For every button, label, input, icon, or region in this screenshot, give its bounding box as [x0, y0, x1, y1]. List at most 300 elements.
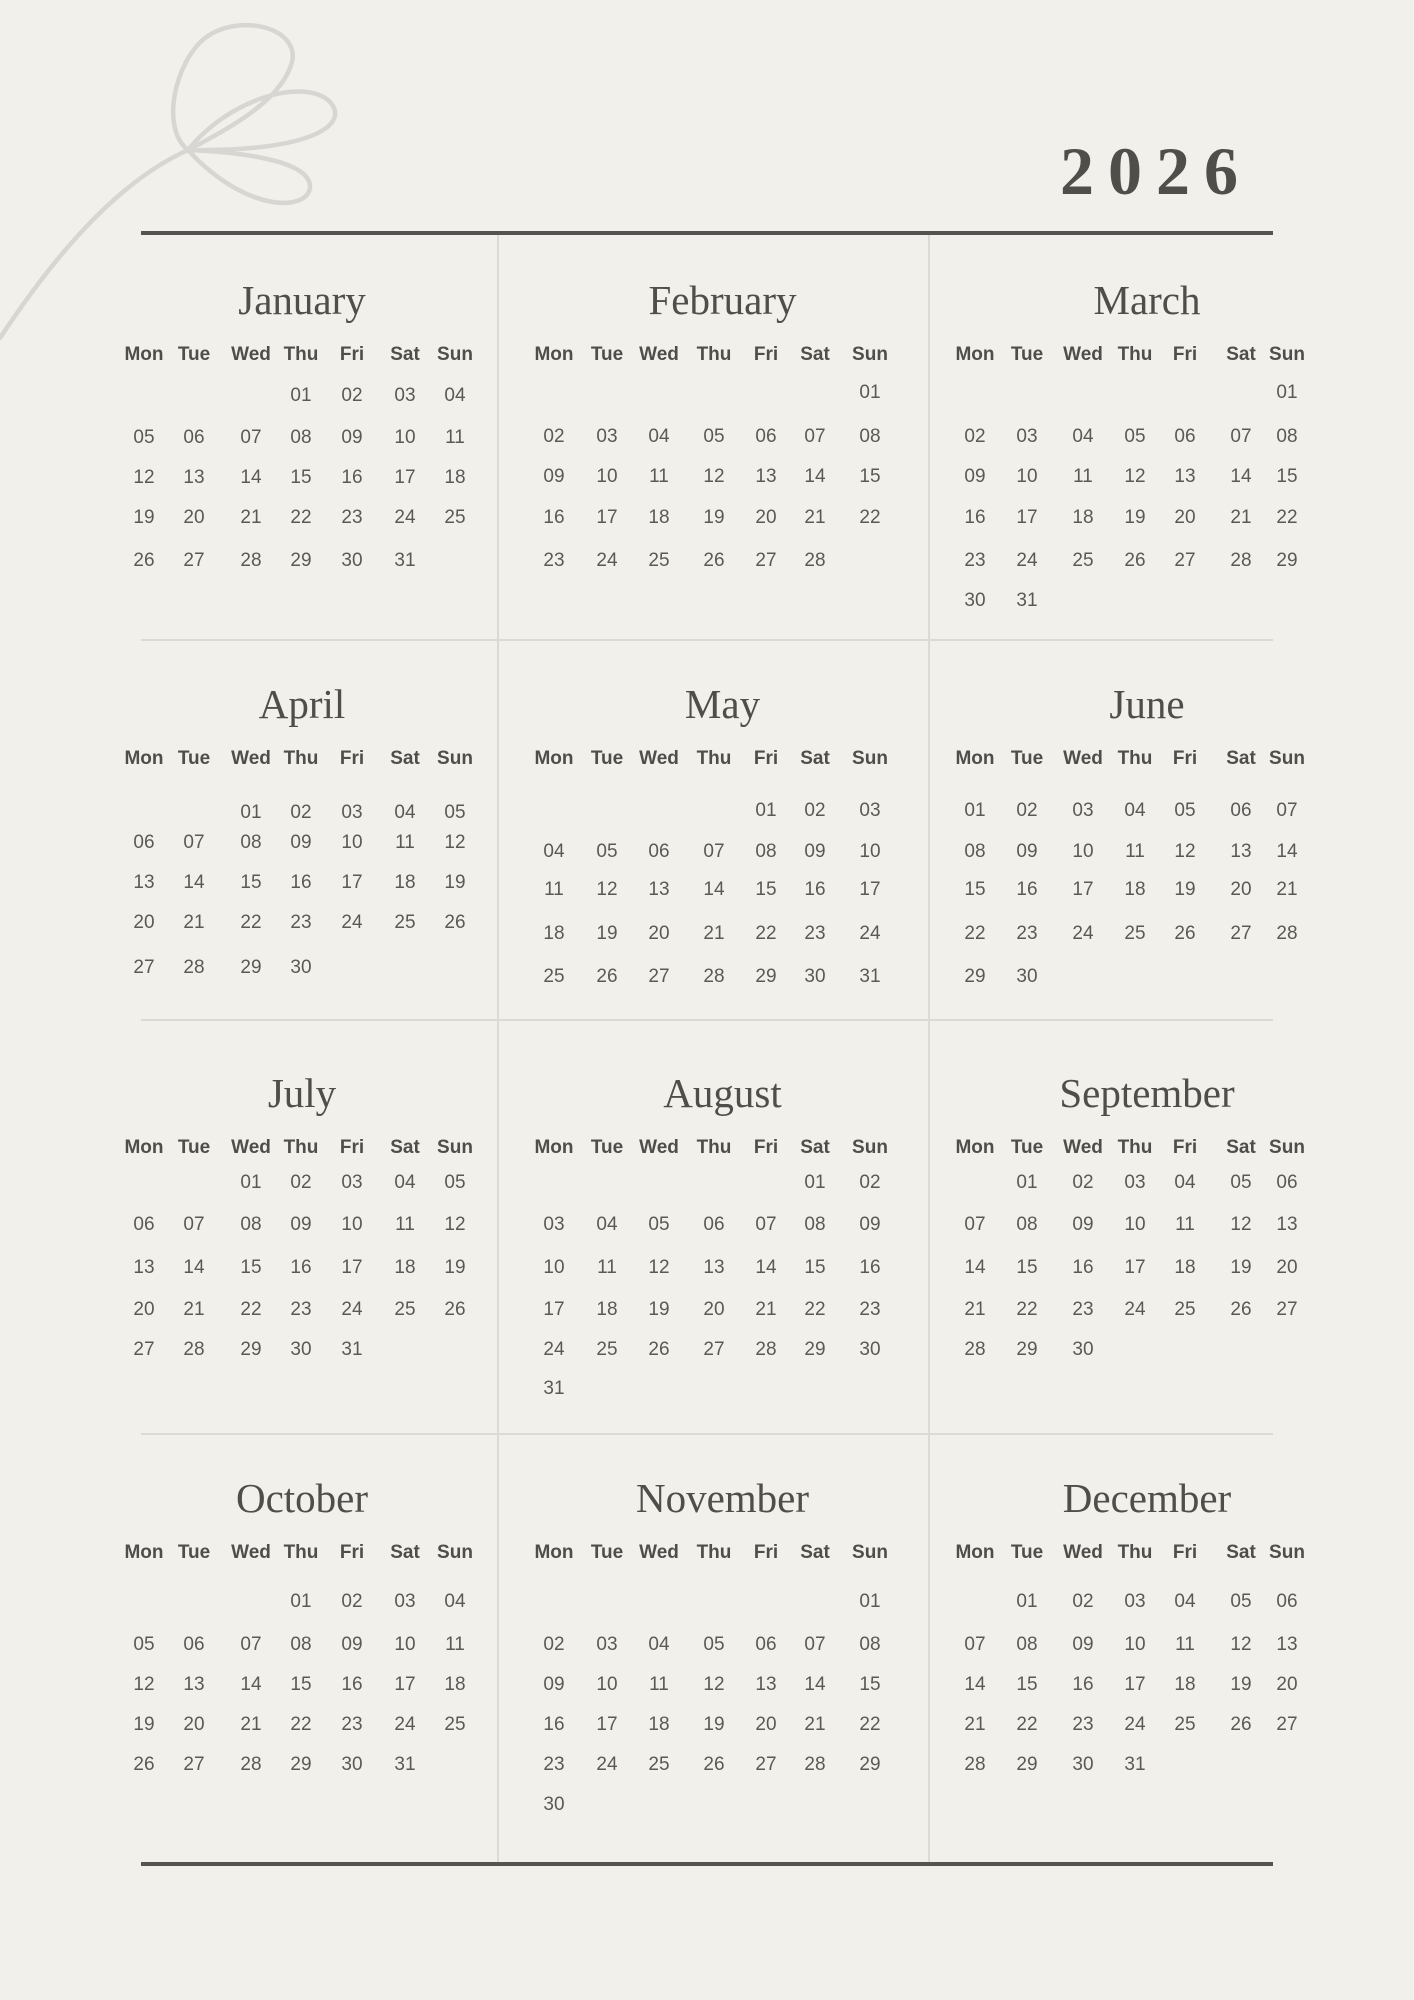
day-cell: 17 — [596, 507, 618, 528]
day-cell: 26 — [703, 1754, 725, 1775]
day-cell: 26 — [444, 1299, 466, 1320]
day-cell: 25 — [394, 912, 416, 933]
day-cell: 20 — [1174, 507, 1196, 528]
weekday-header-sat: Sat — [1226, 1542, 1256, 1563]
day-cell: 26 — [1230, 1714, 1252, 1735]
day-cell: 16 — [1072, 1674, 1094, 1695]
weekday-header-sun: Sun — [1269, 748, 1305, 769]
day-cell: 02 — [859, 1172, 881, 1193]
day-cell: 19 — [444, 1257, 466, 1278]
month-name: February — [648, 277, 797, 323]
day-cell: 02 — [804, 800, 826, 821]
day-cell: 24 — [1124, 1714, 1146, 1735]
day-cell: 15 — [1016, 1257, 1038, 1278]
day-cell: 05 — [1230, 1591, 1252, 1612]
day-cell: 30 — [290, 1339, 312, 1360]
day-cell: 11 — [395, 832, 415, 853]
weekday-header-mon: Mon — [955, 748, 995, 769]
day-cell: 09 — [543, 466, 565, 487]
day-cell: 17 — [859, 879, 881, 900]
day-cell: 12 — [444, 1214, 466, 1235]
day-cell: 20 — [755, 507, 777, 528]
day-cell: 01 — [240, 802, 262, 823]
weekday-header-mon: Mon — [955, 1137, 995, 1158]
weekday-header-sat: Sat — [390, 1542, 420, 1563]
day-cell: 30 — [964, 590, 986, 611]
weekday-header-sun: Sun — [852, 1542, 888, 1563]
weekday-header-wed: Wed — [639, 1137, 679, 1158]
day-cell: 11 — [649, 466, 669, 487]
row-divider — [141, 1019, 1273, 1021]
day-cell: 10 — [596, 1674, 618, 1695]
day-cell: 26 — [444, 912, 466, 933]
day-cell: 23 — [543, 550, 565, 571]
day-cell: 04 — [394, 802, 416, 823]
day-cell: 25 — [444, 507, 466, 528]
day-cell: 01 — [1016, 1172, 1038, 1193]
day-cell: 18 — [444, 1674, 466, 1695]
day-cell: 21 — [964, 1299, 986, 1320]
day-cell: 10 — [341, 832, 363, 853]
month-name: March — [1093, 277, 1201, 323]
day-cell: 07 — [183, 1214, 205, 1235]
day-cell: 08 — [1016, 1214, 1038, 1235]
weekday-header-mon: Mon — [955, 1542, 995, 1563]
day-cell: 04 — [444, 385, 466, 406]
day-cell: 17 — [543, 1299, 565, 1320]
day-cell: 14 — [183, 872, 205, 893]
day-cell: 26 — [1124, 550, 1146, 571]
day-cell: 12 — [703, 1674, 725, 1695]
weekday-header-thu: Thu — [696, 1137, 732, 1158]
weekday-header-wed: Wed — [1063, 748, 1103, 769]
day-cell: 08 — [290, 1634, 312, 1655]
weekday-header-fri: Fri — [753, 1542, 779, 1563]
day-cell: 02 — [341, 1591, 363, 1612]
day-cell: 19 — [596, 923, 618, 944]
day-cell: 12 — [444, 832, 466, 853]
weekday-header-sun: Sun — [1269, 1542, 1305, 1563]
day-cell: 17 — [1124, 1674, 1146, 1695]
day-cell: 30 — [341, 550, 363, 571]
day-cell: 08 — [859, 1634, 881, 1655]
day-cell: 27 — [1276, 1714, 1298, 1735]
day-cell: 30 — [804, 966, 826, 987]
day-cell: 28 — [755, 1339, 777, 1360]
day-cell: 20 — [1230, 879, 1252, 900]
day-cell: 20 — [183, 507, 205, 528]
day-cell: 06 — [648, 841, 670, 862]
day-cell: 10 — [859, 841, 881, 862]
day-cell: 23 — [804, 923, 826, 944]
day-cell: 12 — [1124, 466, 1146, 487]
day-cell: 04 — [596, 1214, 618, 1235]
day-cell: 28 — [240, 550, 262, 571]
weekday-header-wed: Wed — [231, 1542, 271, 1563]
weekday-header-sat: Sat — [1226, 1137, 1256, 1158]
day-cell: 24 — [859, 923, 881, 944]
day-cell: 04 — [648, 426, 670, 447]
day-cell: 03 — [394, 1591, 416, 1612]
weekday-header-mon: Mon — [124, 344, 164, 365]
day-cell: 28 — [804, 550, 826, 571]
day-cell: 17 — [341, 872, 363, 893]
day-cell: 09 — [804, 841, 826, 862]
day-cell: 27 — [703, 1339, 725, 1360]
day-cell: 19 — [703, 507, 725, 528]
day-cell: 08 — [290, 427, 312, 448]
day-cell: 17 — [1072, 879, 1094, 900]
day-cell: 10 — [394, 1634, 416, 1655]
day-cell: 23 — [290, 912, 312, 933]
day-cell: 07 — [240, 427, 262, 448]
weekday-header-mon: Mon — [534, 344, 574, 365]
day-cell: 29 — [240, 957, 262, 978]
day-cell: 12 — [648, 1257, 670, 1278]
day-cell: 12 — [703, 466, 725, 487]
day-cell: 10 — [1072, 841, 1094, 862]
day-cell: 11 — [544, 879, 564, 900]
day-cell: 09 — [1072, 1214, 1094, 1235]
day-cell: 20 — [1276, 1674, 1298, 1695]
day-cell: 15 — [859, 1674, 881, 1695]
day-cell: 13 — [703, 1257, 725, 1278]
day-cell: 10 — [394, 427, 416, 448]
day-cell: 26 — [596, 966, 618, 987]
day-cell: 20 — [703, 1299, 725, 1320]
day-cell: 23 — [341, 1714, 363, 1735]
month-name: May — [684, 681, 761, 727]
day-cell: 09 — [1072, 1634, 1094, 1655]
day-cell: 21 — [1276, 879, 1298, 900]
weekday-header-mon: Mon — [534, 1137, 574, 1158]
day-cell: 13 — [648, 879, 670, 900]
weekday-header-sat: Sat — [800, 1137, 830, 1158]
day-cell: 02 — [1072, 1172, 1094, 1193]
day-cell: 16 — [543, 1714, 565, 1735]
month-name: December — [1062, 1475, 1232, 1521]
day-cell: 06 — [1230, 800, 1252, 821]
day-cell: 20 — [648, 923, 670, 944]
day-cell: 15 — [240, 872, 262, 893]
day-cell: 02 — [341, 385, 363, 406]
day-cell: 05 — [133, 427, 155, 448]
weekday-header-sat: Sat — [390, 344, 420, 365]
day-cell: 21 — [183, 912, 205, 933]
day-cell: 23 — [964, 550, 986, 571]
day-cell: 14 — [964, 1257, 986, 1278]
day-cell: 04 — [543, 841, 565, 862]
day-cell: 29 — [1016, 1754, 1038, 1775]
day-cell: 28 — [183, 1339, 205, 1360]
day-cell: 29 — [964, 966, 986, 987]
day-cell: 09 — [290, 1214, 312, 1235]
weekday-header-thu: Thu — [696, 344, 732, 365]
day-cell: 24 — [1016, 550, 1038, 571]
day-cell: 03 — [394, 385, 416, 406]
day-cell: 17 — [596, 1714, 618, 1735]
day-cell: 12 — [596, 879, 618, 900]
day-cell: 26 — [133, 1754, 155, 1775]
day-cell: 12 — [1230, 1214, 1252, 1235]
weekday-header-tue: Tue — [1010, 1542, 1044, 1563]
day-cell: 07 — [804, 426, 826, 447]
day-cell: 26 — [648, 1339, 670, 1360]
day-cell: 16 — [290, 1257, 312, 1278]
day-cell: 03 — [859, 800, 881, 821]
day-cell: 18 — [394, 1257, 416, 1278]
day-cell: 21 — [183, 1299, 205, 1320]
weekday-header-sun: Sun — [437, 344, 473, 365]
day-cell: 21 — [804, 507, 826, 528]
day-cell: 02 — [1016, 800, 1038, 821]
day-cell: 03 — [543, 1214, 565, 1235]
day-cell: 13 — [755, 1674, 777, 1695]
weekday-header-thu: Thu — [283, 1137, 319, 1158]
day-cell: 28 — [804, 1754, 826, 1775]
weekday-header-wed: Wed — [1063, 1542, 1103, 1563]
day-cell: 22 — [240, 912, 262, 933]
day-cell: 01 — [290, 1591, 312, 1612]
day-cell: 07 — [964, 1214, 986, 1235]
day-cell: 16 — [964, 507, 986, 528]
weekday-header-wed: Wed — [231, 1137, 271, 1158]
day-cell: 27 — [1276, 1299, 1298, 1320]
weekday-header-sat: Sat — [800, 1542, 830, 1563]
day-cell: 09 — [341, 1634, 363, 1655]
weekday-header-fri: Fri — [339, 748, 365, 769]
day-cell: 07 — [1230, 426, 1252, 447]
weekday-header-thu: Thu — [1117, 1137, 1153, 1158]
day-cell: 23 — [1016, 923, 1038, 944]
day-cell: 19 — [1124, 507, 1146, 528]
day-cell: 21 — [804, 1714, 826, 1735]
day-cell: 14 — [755, 1257, 777, 1278]
day-cell: 12 — [133, 1674, 155, 1695]
day-cell: 27 — [1230, 923, 1252, 944]
day-cell: 03 — [1124, 1591, 1146, 1612]
day-cell: 03 — [341, 802, 363, 823]
day-cell: 25 — [648, 1754, 670, 1775]
day-cell: 06 — [755, 426, 777, 447]
day-cell: 18 — [444, 467, 466, 488]
weekday-header-wed: Wed — [231, 344, 271, 365]
weekday-header-mon: Mon — [124, 1542, 164, 1563]
day-cell: 22 — [859, 1714, 881, 1735]
day-cell: 04 — [648, 1634, 670, 1655]
day-cell: 22 — [804, 1299, 826, 1320]
day-cell: 01 — [1276, 382, 1298, 403]
day-cell: 19 — [1230, 1257, 1252, 1278]
day-cell: 06 — [183, 427, 205, 448]
day-cell: 14 — [703, 879, 725, 900]
weekday-header-wed: Wed — [1063, 344, 1103, 365]
day-cell: 25 — [1072, 550, 1094, 571]
weekday-header-mon: Mon — [955, 344, 995, 365]
day-cell: 16 — [341, 1674, 363, 1695]
day-cell: 04 — [1124, 800, 1146, 821]
day-cell: 03 — [596, 426, 618, 447]
day-cell: 23 — [341, 507, 363, 528]
day-cell: 08 — [1276, 426, 1298, 447]
weekday-header-wed: Wed — [639, 1542, 679, 1563]
weekday-header-tue: Tue — [590, 344, 624, 365]
weekday-header-sat: Sat — [1226, 748, 1256, 769]
day-cell: 21 — [240, 1714, 262, 1735]
day-cell: 13 — [1276, 1634, 1298, 1655]
day-cell: 21 — [703, 923, 725, 944]
day-cell: 15 — [290, 467, 312, 488]
day-cell: 20 — [755, 1714, 777, 1735]
day-cell: 20 — [133, 1299, 155, 1320]
day-cell: 10 — [1124, 1214, 1146, 1235]
day-cell: 06 — [1276, 1172, 1298, 1193]
day-cell: 25 — [394, 1299, 416, 1320]
day-cell: 08 — [804, 1214, 826, 1235]
day-cell: 14 — [1276, 841, 1298, 862]
day-cell: 29 — [859, 1754, 881, 1775]
day-cell: 15 — [804, 1257, 826, 1278]
day-cell: 18 — [648, 1714, 670, 1735]
day-cell: 22 — [290, 507, 312, 528]
day-cell: 28 — [964, 1339, 986, 1360]
day-cell: 19 — [1230, 1674, 1252, 1695]
day-cell: 11 — [395, 1214, 415, 1235]
day-cell: 03 — [1072, 800, 1094, 821]
day-cell: 13 — [1276, 1214, 1298, 1235]
day-cell: 14 — [804, 466, 826, 487]
day-cell: 22 — [290, 1714, 312, 1735]
month-name: October — [235, 1475, 369, 1521]
day-cell: 02 — [543, 426, 565, 447]
day-cell: 01 — [1016, 1591, 1038, 1612]
month-name: September — [1059, 1070, 1235, 1116]
day-cell: 27 — [755, 550, 777, 571]
weekday-header-sun: Sun — [852, 1137, 888, 1158]
day-cell: 21 — [964, 1714, 986, 1735]
day-cell: 26 — [1174, 923, 1196, 944]
day-cell: 24 — [341, 1299, 363, 1320]
weekday-header-sun: Sun — [1269, 1137, 1305, 1158]
day-cell: 04 — [1174, 1172, 1196, 1193]
day-cell: 17 — [1124, 1257, 1146, 1278]
day-cell: 14 — [804, 1674, 826, 1695]
day-cell: 06 — [133, 832, 155, 853]
day-cell: 31 — [341, 1339, 363, 1360]
day-cell: 14 — [1230, 466, 1252, 487]
day-cell: 21 — [755, 1299, 777, 1320]
day-cell: 30 — [290, 957, 312, 978]
weekday-header-tue: Tue — [1010, 1137, 1044, 1158]
day-cell: 22 — [1016, 1299, 1038, 1320]
day-cell: 12 — [1230, 1634, 1252, 1655]
day-cell: 15 — [859, 466, 881, 487]
day-cell: 27 — [183, 550, 205, 571]
weekday-header-fri: Fri — [1172, 344, 1198, 365]
weekday-header-fri: Fri — [753, 1137, 779, 1158]
day-cell: 31 — [394, 550, 416, 571]
weekday-header-mon: Mon — [124, 748, 164, 769]
day-cell: 08 — [964, 841, 986, 862]
weekday-header-sun: Sun — [437, 1542, 473, 1563]
weekday-header-tue: Tue — [177, 1137, 211, 1158]
day-cell: 22 — [240, 1299, 262, 1320]
row-divider — [141, 1433, 1273, 1435]
weekday-header-thu: Thu — [1117, 1542, 1153, 1563]
day-cell: 13 — [133, 1257, 155, 1278]
day-cell: 16 — [341, 467, 363, 488]
day-cell: 09 — [341, 427, 363, 448]
weekday-header-thu: Thu — [283, 344, 319, 365]
column-divider — [928, 235, 930, 1862]
day-cell: 27 — [133, 957, 155, 978]
day-cell: 06 — [1174, 426, 1196, 447]
day-cell: 24 — [596, 550, 618, 571]
day-cell: 07 — [703, 841, 725, 862]
day-cell: 22 — [964, 923, 986, 944]
day-cell: 09 — [964, 466, 986, 487]
day-cell: 07 — [964, 1634, 986, 1655]
day-cell: 06 — [133, 1214, 155, 1235]
day-cell: 05 — [1230, 1172, 1252, 1193]
day-cell: 11 — [1125, 841, 1145, 862]
day-cell: 27 — [648, 966, 670, 987]
day-cell: 28 — [964, 1754, 986, 1775]
day-cell: 24 — [1124, 1299, 1146, 1320]
day-cell: 29 — [1016, 1339, 1038, 1360]
weekday-header-tue: Tue — [177, 344, 211, 365]
day-cell: 25 — [1174, 1299, 1196, 1320]
day-cell: 02 — [290, 802, 312, 823]
year-title: 2026 — [1060, 133, 1252, 209]
day-cell: 22 — [1276, 507, 1298, 528]
weekday-header-fri: Fri — [339, 1542, 365, 1563]
day-cell: 06 — [1276, 1591, 1298, 1612]
day-cell: 13 — [183, 1674, 205, 1695]
weekday-header-thu: Thu — [696, 748, 732, 769]
day-cell: 27 — [755, 1754, 777, 1775]
day-cell: 24 — [543, 1339, 565, 1360]
day-cell: 15 — [964, 879, 986, 900]
day-cell: 29 — [755, 966, 777, 987]
day-cell: 27 — [1174, 550, 1196, 571]
day-cell: 05 — [596, 841, 618, 862]
weekday-header-sun: Sun — [852, 344, 888, 365]
day-cell: 25 — [444, 1714, 466, 1735]
day-cell: 09 — [1016, 841, 1038, 862]
day-cell: 19 — [648, 1299, 670, 1320]
weekday-header-sun: Sun — [1269, 344, 1305, 365]
weekday-header-sat: Sat — [390, 1137, 420, 1158]
day-cell: 22 — [859, 507, 881, 528]
weekday-header-tue: Tue — [177, 748, 211, 769]
day-cell: 02 — [964, 426, 986, 447]
day-cell: 26 — [133, 550, 155, 571]
day-cell: 24 — [341, 912, 363, 933]
day-cell: 01 — [290, 385, 312, 406]
day-cell: 08 — [755, 841, 777, 862]
day-cell: 06 — [703, 1214, 725, 1235]
day-cell: 05 — [703, 426, 725, 447]
day-cell: 04 — [444, 1591, 466, 1612]
day-cell: 24 — [394, 507, 416, 528]
weekday-header-wed: Wed — [639, 748, 679, 769]
day-cell: 07 — [240, 1634, 262, 1655]
day-cell: 25 — [596, 1339, 618, 1360]
weekday-header-thu: Thu — [1117, 748, 1153, 769]
day-cell: 28 — [1230, 550, 1252, 571]
day-cell: 18 — [596, 1299, 618, 1320]
